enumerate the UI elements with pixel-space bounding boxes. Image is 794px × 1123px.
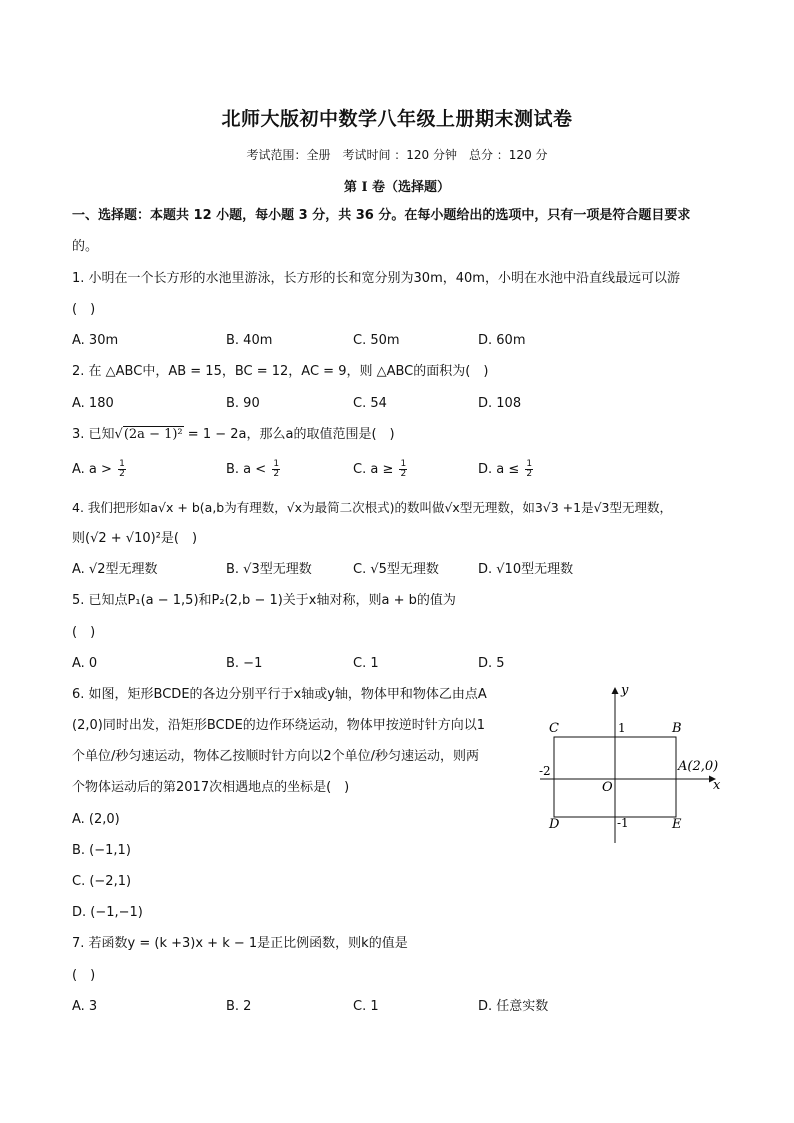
label-x: x: [713, 778, 721, 793]
question-3-option-d: [478, 460, 533, 479]
exam-info: 考试范围：全册 考试时间 ：120 分钟 总分 ：120 分: [246, 148, 548, 162]
question-6-line-3: 个单位/秒匀速运动，物体乙按顺时针方向以2个单位/秒匀速运动，则两: [72, 749, 480, 764]
fraction-numerator: 1: [273, 459, 280, 469]
section-heading: 第 I 卷（选择题）: [343, 180, 451, 195]
coordinate-figure: [530, 680, 730, 850]
question-1-option-d: D. 60m: [478, 333, 526, 348]
fraction-denominator: 2: [400, 469, 407, 479]
question-3-option-b: [226, 460, 280, 479]
fraction-numerator: 1: [119, 459, 125, 469]
question-1-paren: ( ): [72, 302, 96, 317]
fraction-numerator: 1: [400, 459, 407, 469]
question-6-option-a: A. (2,0): [72, 812, 120, 827]
question-1-option-b: B. 40m: [226, 333, 273, 348]
label-d: D: [549, 817, 560, 832]
option-label: A. a >: [72, 462, 112, 477]
label-one: 1: [618, 721, 626, 735]
question-3-rest: = 1 − 2a，那么a的取值范围是( ): [183, 427, 395, 442]
question-4-line-1: 4. 我们把形如a√x + b(a,b为有理数，√x为最简二次根式)的数叫做√x型无理数，如3√3 +1是√3型无理数，: [72, 500, 673, 515]
question-2-option-d: D. 108: [478, 396, 522, 411]
label-o: O: [602, 780, 613, 795]
question-2-option-c: C. 54: [353, 396, 387, 411]
label-e: E: [672, 817, 682, 832]
question-4-option-d: D. √10型无理数: [478, 562, 574, 577]
question-3-text: [72, 427, 395, 443]
fraction-one-half: [399, 460, 407, 479]
question-6-option-d: D. (−1,−1): [72, 905, 143, 920]
label-c: C: [549, 721, 559, 736]
question-7-option-a: A. 3: [72, 999, 98, 1014]
question-7-option-b: B. 2: [226, 999, 252, 1014]
question-4-option-c: C. √5型无理数: [353, 562, 439, 577]
question-7-option-d: D. 任意实数: [478, 999, 549, 1014]
instructions-line-1: 一、选择题：本题共 12 小题，每小题 3 分，共 36 分。在每小题给出的选项中，只有一项是符合题目要求: [72, 208, 691, 223]
label-a: A(2,0): [678, 759, 719, 774]
label-y: y: [621, 683, 629, 698]
question-1-option-a: A. 30m: [72, 333, 119, 348]
question-1-text: 1. 小明在一个长方形的水池里游泳，长方形的长和宽分别为30m，40m，小明在水池中沿直线最远可以游: [72, 271, 680, 286]
question-2-option-b: B. 90: [226, 396, 260, 411]
question-5-paren: ( ): [72, 625, 96, 640]
question-2-option-a: A. 180: [72, 396, 114, 411]
radical-sign-icon: √: [114, 427, 123, 442]
question-2-text: 2. 在 △ABC中，AB = 15，BC = 12，AC = 9，则 △ABC的面积为( ): [72, 364, 489, 379]
option-label: B. a <: [226, 462, 267, 477]
label-b: B: [672, 721, 682, 736]
question-5-text: 5. 已知点P₁(a − 1,5)和P₂(2,b − 1)关于x轴对称，则a + b的值为: [72, 593, 456, 608]
fraction-denominator: 2: [526, 469, 533, 479]
question-7-text: 7. 若函数y = (k +3)x + k − 1是正比例函数，则k的值是: [72, 936, 408, 951]
instructions-line-2: 的。: [72, 239, 99, 254]
question-4-option-a: A. √2型无理数: [72, 562, 158, 577]
fraction-one-half: [272, 460, 280, 479]
option-label: D. a ≤: [478, 462, 520, 477]
label-neg-two: -2: [539, 764, 551, 778]
question-7-option-c: C. 1: [353, 999, 379, 1014]
question-4-line-2: 则(√2 + √10)²是( ): [72, 531, 198, 546]
option-label: C. a ≥: [353, 462, 394, 477]
question-5-option-d: D. 5: [478, 656, 505, 671]
question-6-line-1: 6. 如图，矩形BCDE的各边分别平行于x轴或y轴，物体甲和物体乙由点A: [72, 687, 487, 702]
fraction-one-half: [118, 460, 126, 479]
fraction-denominator: 2: [273, 469, 280, 479]
question-6-option-c: C. (−2,1): [72, 874, 132, 889]
question-5-option-a: A. 0: [72, 656, 98, 671]
question-1-option-c: C. 50m: [353, 333, 400, 348]
fraction-denominator: 2: [119, 469, 125, 479]
question-5-option-c: C. 1: [353, 656, 379, 671]
label-neg-one: -1: [617, 816, 629, 830]
question-4-option-b: B. √3型无理数: [226, 562, 312, 577]
question-6-line-4: 个物体运动后的第2017次相遇地点的坐标是( ): [72, 780, 350, 795]
question-3-radicand: (2a − 1)²: [123, 427, 183, 442]
question-7-paren: ( ): [72, 968, 96, 983]
question-3-prefix: 3. 已知: [72, 427, 115, 442]
question-5-option-b: B. −1: [226, 656, 263, 671]
question-3-option-c: [353, 460, 407, 479]
fraction-numerator: 1: [526, 459, 533, 469]
question-3-option-a: [72, 460, 126, 479]
fraction-one-half: [525, 460, 533, 479]
question-6-option-b: B. (−1,1): [72, 843, 131, 858]
page-title: 北师大版初中数学八年级上册期末测试卷: [221, 108, 573, 130]
question-6-line-2: (2,0)同时出发，沿矩形BCDE的边作环绕运动，物体甲按逆时针方向以1: [72, 718, 486, 733]
